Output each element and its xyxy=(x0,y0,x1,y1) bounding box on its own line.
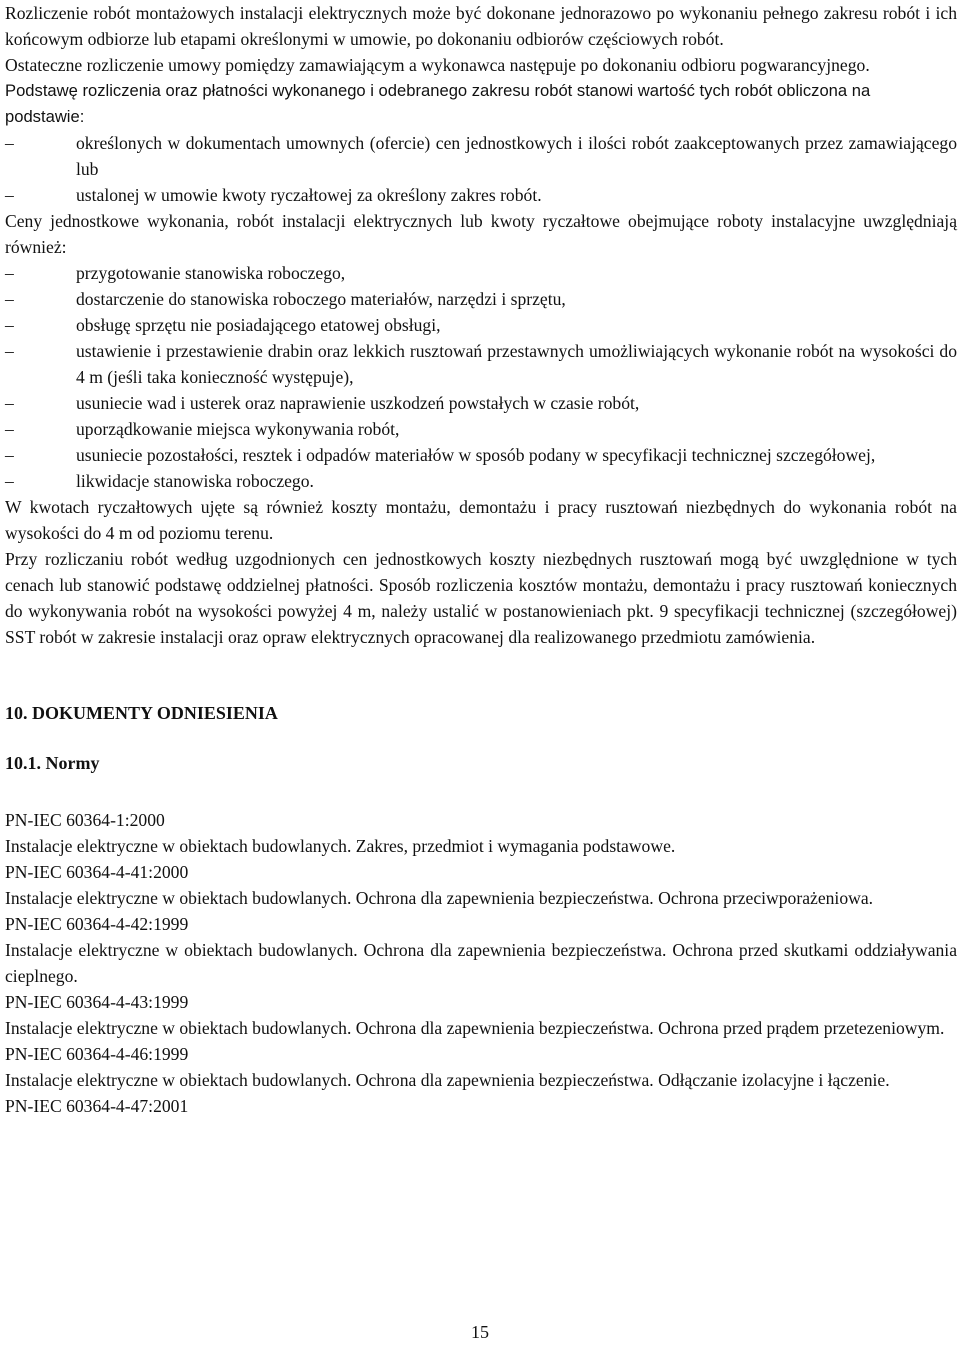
document-page xyxy=(5,0,957,1119)
paragraph-scaffolding: Przy rozliczaniu robót według uzgodnionych cen jednostkowych koszty niezbędnych rusztowań mogą być uwzględnione w tych cenach lub stanowić podstawę oddzielnej płatności. Sposób rozliczenia kosztów montażu, demontażu i pracy rusztowań koniecznych do wykonywania robót na wysokości powyżej 4 m, należy ustalić w postanowieniach pkt. 9 specyfikacji technicznej (szczegółowej) SST robót w zakresie instalacji oraz opraw elektrycznych opracowanej dla realizowanego przedmiotu zamówienia. xyxy=(5,549,957,647)
dash-bullet: – xyxy=(5,341,14,361)
norm-title: Instalacje elektryczne w obiektach budowlanych. Zakres, przedmiot i wymagania podstawowe. xyxy=(5,836,676,856)
dash-bullet: – xyxy=(5,471,14,491)
paragraph-lump-sum: W kwotach ryczałtowych ujęte są również koszty montażu, demontażu i pracy rusztowań niezbędnych do wykonania robót na wysokości do 4 m od poziomu terenu. xyxy=(5,497,957,543)
norm-title: Instalacje elektryczne w obiektach budowlanych. Ochrona dla zapewnienia bezpieczeństwa. Odłączanie izolacyjne i łączenie. xyxy=(5,1070,890,1090)
section-heading: 10. DOKUMENTY ODNIESIENIA xyxy=(5,703,278,723)
list-item: – ustawienie i przestawienie drabin oraz lekkich rusztowań przestawnych umożliwiających wykonanie robót na wysokości do 4 m (jeśli taka konieczność występuje), xyxy=(5,338,957,390)
paragraph-unit-prices: Ceny jednostkowe wykonania, robót instalacji elektrycznych lub kwoty ryczałtowe obejmujące roboty instalacyjne uwzględniają również: xyxy=(5,211,957,257)
included-costs-list xyxy=(5,260,957,494)
norm-title: Instalacje elektryczne w obiektach budowlanych. Ochrona dla zapewnienia bezpieczeństwa. Ochrona przed skutkami oddziaływania cieplnego. xyxy=(5,940,957,986)
list-item: – likwidacje stanowiska roboczego. xyxy=(5,468,957,494)
basis-list xyxy=(5,130,957,208)
list-item: – przygotowanie stanowiska roboczego, xyxy=(5,260,957,286)
paragraph-basis-line2: podstawie: xyxy=(5,107,85,126)
dash-bullet: – xyxy=(5,315,14,335)
norm-code: PN-IEC 60364-4-41:2000 xyxy=(5,862,189,882)
paragraph-basis-line1: Podstawę rozliczenia oraz płatności wykonanego i odebranego zakresu robót stanowi wartość tych robót obliczona na xyxy=(5,81,871,100)
norm-code: PN-IEC 60364-1:2000 xyxy=(5,810,165,830)
norm-code: PN-IEC 60364-4-46:1999 xyxy=(5,1044,189,1064)
dash-bullet: – xyxy=(5,289,14,309)
list-item: – określonych w dokumentach umownych (ofercie) cen jednostkowych i ilości robót zaakceptowanych przez zamawiającego lub xyxy=(5,130,957,182)
dash-bullet: – xyxy=(5,133,14,153)
list-item: – dostarczenie do stanowiska roboczego materiałów, narzędzi i sprzętu, xyxy=(5,286,957,312)
norm-code: PN-IEC 60364-4-43:1999 xyxy=(5,992,189,1012)
norm-code: PN-IEC 60364-4-47:2001 xyxy=(5,1096,189,1116)
subsection-heading: 10.1. Normy xyxy=(5,753,100,773)
dash-bullet: – xyxy=(5,419,14,439)
dash-bullet: – xyxy=(5,185,14,205)
dash-bullet: – xyxy=(5,263,14,283)
norm-title: Instalacje elektryczne w obiektach budowlanych. Ochrona dla zapewnienia bezpieczeństwa. Ochrona przed prądem przetezeniowym. xyxy=(5,1018,945,1038)
paragraph-settlement: Rozliczenie robót montażowych instalacji elektrycznych może być dokonane jednorazowo po wykonaniu pełnego zakresu robót i ich końcowym odbiorze lub etapami określonymi w umowie, po dokonaniu odbiorów częściowych robót. xyxy=(5,3,957,49)
norm-title: Instalacje elektryczne w obiektach budowlanych. Ochrona dla zapewnienia bezpieczeństwa. Ochrona przeciwporażeniowa. xyxy=(5,888,874,908)
norms-list xyxy=(5,807,957,1119)
paragraph-final-settlement: Ostateczne rozliczenie umowy pomiędzy zamawiającym a wykonawca następuje po dokonaniu odbioru pogwarancyjnego. xyxy=(5,55,870,75)
norm-code: PN-IEC 60364-4-42:1999 xyxy=(5,914,189,934)
dash-bullet: – xyxy=(5,445,14,465)
list-item: – ustalonej w umowie kwoty ryczałtowej za określony zakres robót. xyxy=(5,182,957,208)
list-item: – usuniecie wad i usterek oraz naprawienie uszkodzeń powstałych w czasie robót, xyxy=(5,390,957,416)
list-item: – usuniecie pozostałości, resztek i odpadów materiałów w sposób podany w specyfikacji technicznej szczegółowej, xyxy=(5,442,957,468)
list-item: – obsługę sprzętu nie posiadającego etatowej obsługi, xyxy=(5,312,957,338)
page-number: 15 xyxy=(471,1322,489,1342)
dash-bullet: – xyxy=(5,393,14,413)
list-item: – uporządkowanie miejsca wykonywania robót, xyxy=(5,416,957,442)
